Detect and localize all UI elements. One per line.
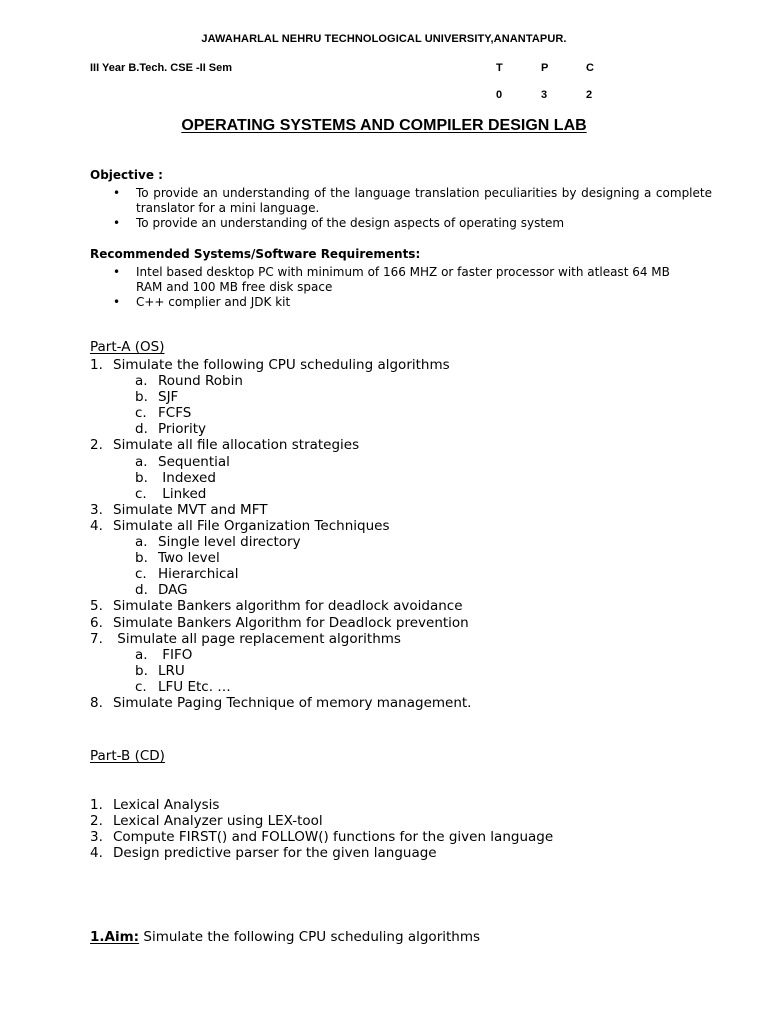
item-text: Simulate all file allocation strategies [113, 437, 360, 454]
col-p-value: 3 [541, 89, 548, 101]
aim-text: Simulate the following CPU scheduling algorithms [143, 929, 481, 945]
item-number: 3. [90, 829, 103, 846]
item-text: Simulate all File Organization Techniques [113, 517, 390, 534]
sub-list-item [90, 582, 471, 598]
list-item [90, 797, 553, 813]
sub-list-item [90, 663, 471, 679]
list-item [90, 437, 471, 453]
item-number: 2. [90, 813, 103, 830]
item-number: 1. [90, 797, 103, 813]
item-number: 6. [90, 614, 103, 631]
sub-item-marker: a. [135, 534, 148, 551]
aim-line [90, 929, 480, 945]
item-text: Compute FIRST() and FOLLOW() functions for the given language [113, 829, 554, 846]
sub-list-item [90, 534, 471, 550]
requirements-item [90, 295, 700, 310]
sub-list-item [90, 647, 471, 663]
item-text: SJF [158, 389, 179, 406]
col-t-heading: T [496, 62, 503, 74]
item-number: 3. [90, 501, 103, 518]
sub-item-marker: a. [135, 646, 148, 663]
item-text: Design predictive parser for the given language [113, 845, 437, 862]
item-text: Simulate the following CPU scheduling algorithms [113, 357, 450, 373]
part-a-label: Part-A (OS) [90, 339, 165, 355]
part-a-list [90, 357, 471, 711]
sub-list-item [90, 486, 471, 502]
item-text: Simulate Bankers Algorithm for Deadlock prevention [113, 614, 469, 631]
item-text: LRU [158, 662, 185, 679]
sub-list-item [90, 389, 471, 405]
sub-item-marker: b. [135, 389, 148, 406]
item-text: Round Robin [158, 373, 243, 390]
item-number: 4. [90, 517, 103, 534]
sub-list-item [90, 373, 471, 389]
item-number: 5. [90, 598, 103, 615]
list-item [90, 615, 471, 631]
col-t-value: 0 [496, 89, 503, 101]
aim-label: 1.Aim: [90, 929, 140, 945]
col-p-heading: P [541, 62, 549, 74]
item-number: 7. [90, 630, 103, 647]
item-text: Sequential [158, 453, 230, 470]
bullet-icon: • [113, 186, 121, 200]
sub-item-marker: d. [135, 421, 148, 438]
item-text: Simulate Bankers algorithm for deadlock avoidance [113, 598, 463, 615]
sub-list-item [90, 405, 471, 421]
item-text: FCFS [158, 405, 192, 422]
item-text: DAG [158, 582, 188, 599]
item-text: Simulate MVT and MFT [113, 501, 268, 518]
list-item [90, 813, 553, 829]
list-item [90, 518, 471, 534]
list-item [90, 598, 471, 614]
item-number: 4. [90, 845, 103, 862]
sub-list-item [90, 470, 471, 486]
sub-item-marker: c. [135, 405, 147, 422]
item-text: Simulate all page replacement algorithms [113, 630, 401, 647]
requirements-item-text: C++ complier and JDK kit [136, 295, 291, 309]
col-c-heading: C [586, 62, 594, 74]
objective-item [90, 216, 712, 231]
list-item [90, 829, 553, 845]
item-text: Hierarchical [158, 566, 239, 583]
list-item [90, 502, 471, 518]
sub-item-marker: a. [135, 373, 148, 390]
sub-item-marker: d. [135, 582, 148, 599]
objective-item [90, 186, 712, 216]
list-item [90, 357, 471, 373]
col-c-value: 2 [586, 89, 593, 101]
list-item [90, 631, 471, 647]
requirements-heading: Recommended Systems/Software Requirements: [90, 247, 421, 261]
item-text: Priority [158, 421, 207, 438]
item-number: 2. [90, 437, 103, 454]
item-text: Simulate Paging Technique of memory management. [113, 694, 472, 711]
sub-item-marker: c. [135, 485, 147, 502]
list-item [90, 695, 471, 711]
page-title: OPERATING SYSTEMS AND COMPILER DESIGN LAB [181, 117, 587, 134]
sub-item-marker: c. [135, 566, 147, 583]
sub-list-item [90, 421, 471, 437]
sub-item-marker: a. [135, 453, 148, 470]
sub-list-item [90, 550, 471, 566]
sub-list-item [90, 566, 471, 582]
objective-list [90, 186, 712, 231]
sub-list-item [90, 454, 471, 470]
item-number: 8. [90, 694, 103, 711]
item-text: Indexed [158, 469, 216, 486]
objective-heading: Objective : [90, 168, 163, 182]
item-text: Lexical Analyzer using LEX-tool [113, 813, 323, 830]
requirements-item [90, 265, 700, 295]
bullet-icon: • [113, 216, 121, 230]
item-text: LFU Etc. … [158, 678, 231, 695]
requirements-list [90, 265, 700, 310]
sub-item-marker: c. [135, 678, 147, 695]
objective-item-text: To provide an understanding of the design aspects of operating system [136, 216, 565, 230]
part-b-label: Part-B (CD) [90, 748, 165, 764]
item-text: Single level directory [158, 534, 301, 551]
item-text: Two level [158, 550, 220, 567]
item-number: 1. [90, 357, 103, 373]
university-name: JAWAHARLAL NEHRU TECHNOLOGICAL UNIVERSITY,ANANTAPUR. [201, 33, 567, 45]
item-text: Lexical Analysis [113, 797, 220, 813]
course-info: III Year B.Tech. CSE -II Sem [90, 62, 233, 74]
item-text: FIFO [158, 646, 193, 663]
bullet-icon: • [113, 265, 121, 279]
sub-item-marker: b. [135, 469, 148, 486]
sub-item-marker: b. [135, 662, 148, 679]
list-item [90, 845, 553, 861]
requirements-item-text: Intel based desktop PC with minimum of 166 MHZ or faster processor with atleast 64 MB RAM and 100 MB free disk space [136, 265, 670, 294]
objective-item-text: To provide an understanding of the language translation peculiarities by designing a complete translator for a mini language. [136, 186, 712, 215]
item-text: Linked [158, 485, 207, 502]
sub-list-item [90, 679, 471, 695]
bullet-icon: • [113, 295, 121, 309]
sub-item-marker: b. [135, 550, 148, 567]
part-b-list [90, 797, 553, 861]
